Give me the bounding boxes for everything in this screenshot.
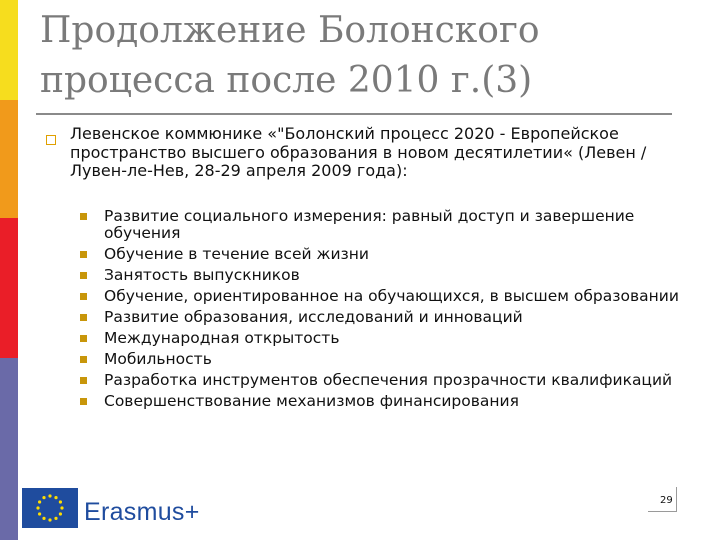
page-number: 29: [660, 495, 673, 506]
list-item-text: Развитие образования, исследований и инноваций: [104, 308, 523, 326]
square-bullet-icon: [80, 377, 87, 384]
main-bullet-text: Левенское коммюнике «"Болонский процесс 2020 - Европейское пространство высшего образования в новом десятилетии« (Левен / Лувен-ле-Нев, 28-29 апреля 2009 года):: [70, 124, 647, 180]
square-bullet-icon: [80, 293, 87, 300]
sub-bullet-list: [80, 208, 680, 414]
list-item-text: Обучение в течение всей жизни: [104, 245, 369, 263]
list-item: [80, 309, 680, 326]
list-item: [80, 288, 680, 305]
list-item: [80, 330, 680, 347]
list-item: [80, 372, 680, 389]
list-item-text: Мобильность: [104, 350, 212, 368]
stripe-yellow: [0, 0, 18, 100]
title-divider: [36, 113, 672, 115]
square-bullet-icon: [80, 314, 87, 321]
list-item: [80, 246, 680, 263]
list-item: [80, 208, 680, 242]
left-color-stripe: [0, 0, 18, 540]
list-item-text: Обучение, ориентированное на обучающихся, в высшем образовании: [104, 287, 679, 305]
list-item-text: Разработка инструментов обеспечения прозрачности квалификаций: [104, 371, 673, 389]
square-bullet-icon: [80, 213, 87, 220]
stripe-purple: [0, 358, 18, 540]
list-item-text: Международная открытость: [104, 329, 340, 347]
square-bullet-icon: [80, 272, 87, 279]
list-item: [80, 393, 680, 410]
list-item-text: Занятость выпускников: [104, 266, 300, 284]
slide-title: Продолжение Болонского процесса после 2010 г.(3): [40, 10, 540, 101]
erasmus-logo: [22, 488, 222, 532]
square-bullet-icon: [80, 251, 87, 258]
square-bullet-icon: [80, 356, 87, 363]
list-item-text: Совершенствование механизмов финансирования: [104, 392, 519, 410]
eu-stars-icon: [22, 488, 78, 528]
stripe-orange: [0, 100, 18, 218]
erasmus-logo-text: Erasmus+: [84, 498, 200, 526]
eu-flag-icon: [22, 488, 78, 528]
stripe-red: [0, 218, 18, 358]
list-item-text: Развитие социального измерения: равный доступ и завершение обучения: [104, 207, 635, 242]
list-item: [80, 351, 680, 368]
hollow-square-bullet-icon: [46, 135, 56, 145]
square-bullet-icon: [80, 335, 87, 342]
list-item: [80, 267, 680, 284]
square-bullet-icon: [80, 398, 87, 405]
